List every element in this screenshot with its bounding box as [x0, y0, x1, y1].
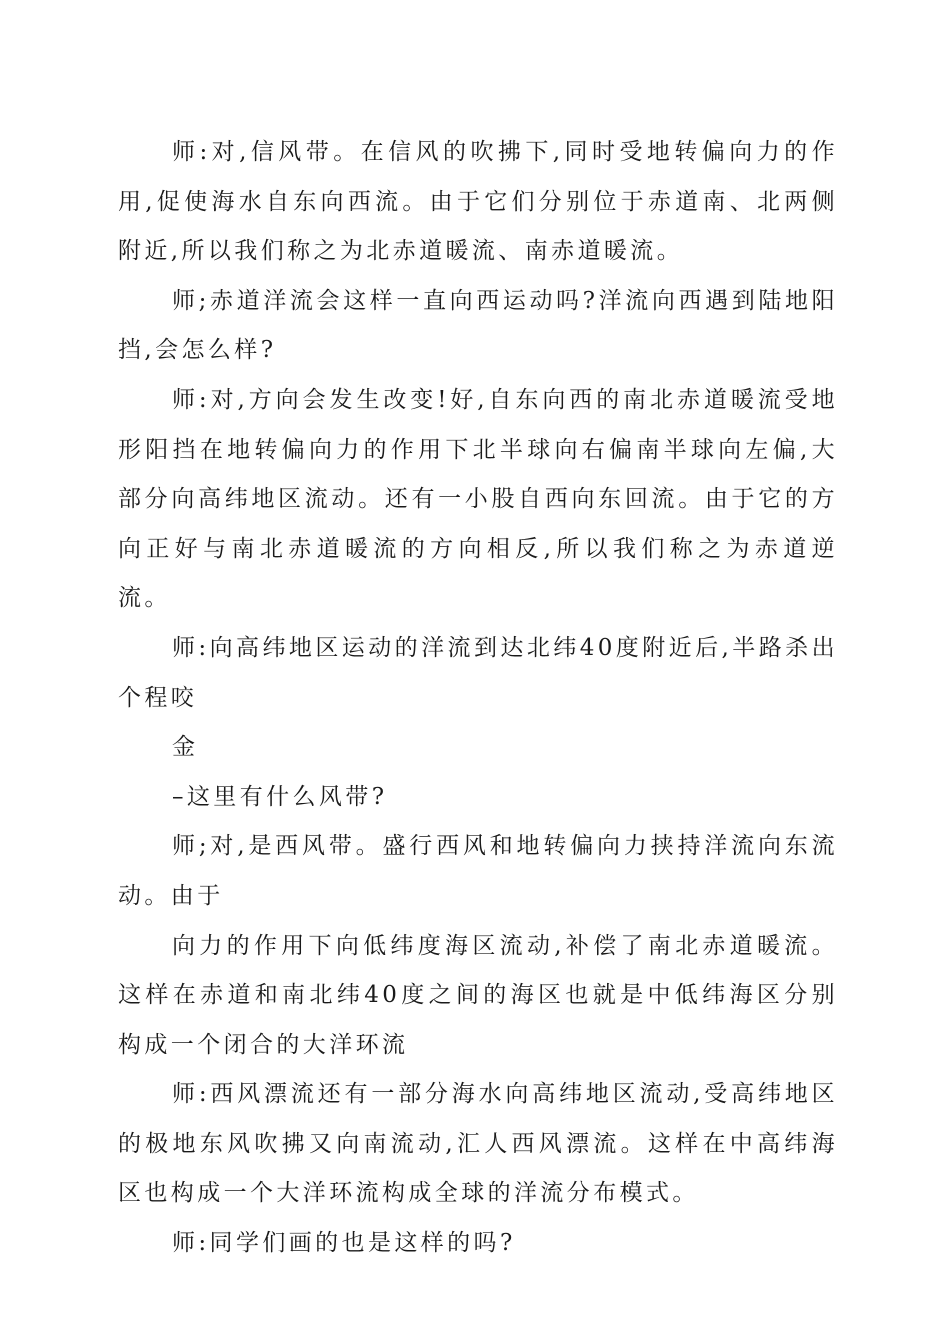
paragraph: 金 — [172, 734, 199, 761]
paragraph: 向力的作用下向低纬度海区流动,补偿了南北赤道暖流。这样在赤道和南北纬40度之间的海区也就是中低纬海区分别构成一个闭合的大洋环流 — [118, 932, 838, 1058]
paragraph: –这里有什么风带? — [172, 783, 388, 810]
paragraph: 师:西风漂流还有一部分海水向高纬地区流动,受高纬地区的极地东风吹拂又向南流动,汇人西风漂流。这样在中高纬海区也构成一个大洋环流构成全球的洋流分布模式。 — [118, 1081, 838, 1207]
paragraph: 师:向高纬地区运动的洋流到达北纬40度附近后,半路杀出个程咬 — [118, 634, 838, 711]
paragraph: 师:对,方向会发生改变!好,自东向西的南北赤道暖流受地形阳挡在地转偏向力的作用下北半球向右偏南半球向左偏,大部分向高纬地区流动。还有一小股自西向东回流。由于它的方向正好与南北赤道暖流的方向相反,所以我们称之为赤道逆流。 — [118, 386, 838, 612]
document-body — [118, 128, 838, 1269]
paragraph: 师;对,是西风带。盛行西风和地转偏向力挟持洋流向东流动。由于 — [118, 833, 838, 909]
paragraph: 师;赤道洋流会这样一直向西运动吗?洋流向西遇到陆地阳挡,会怎么样? — [118, 287, 838, 364]
paragraph: 师:同学们画的也是这样的吗? — [172, 1230, 516, 1257]
paragraph: 师:对,信风带。在信风的吹拂下,同时受地转偏向力的作用,促使海水自东向西流。由于它们分别位于赤道南、北两侧附近,所以我们称之为北赤道暖流、南赤道暖流。 — [118, 139, 838, 265]
